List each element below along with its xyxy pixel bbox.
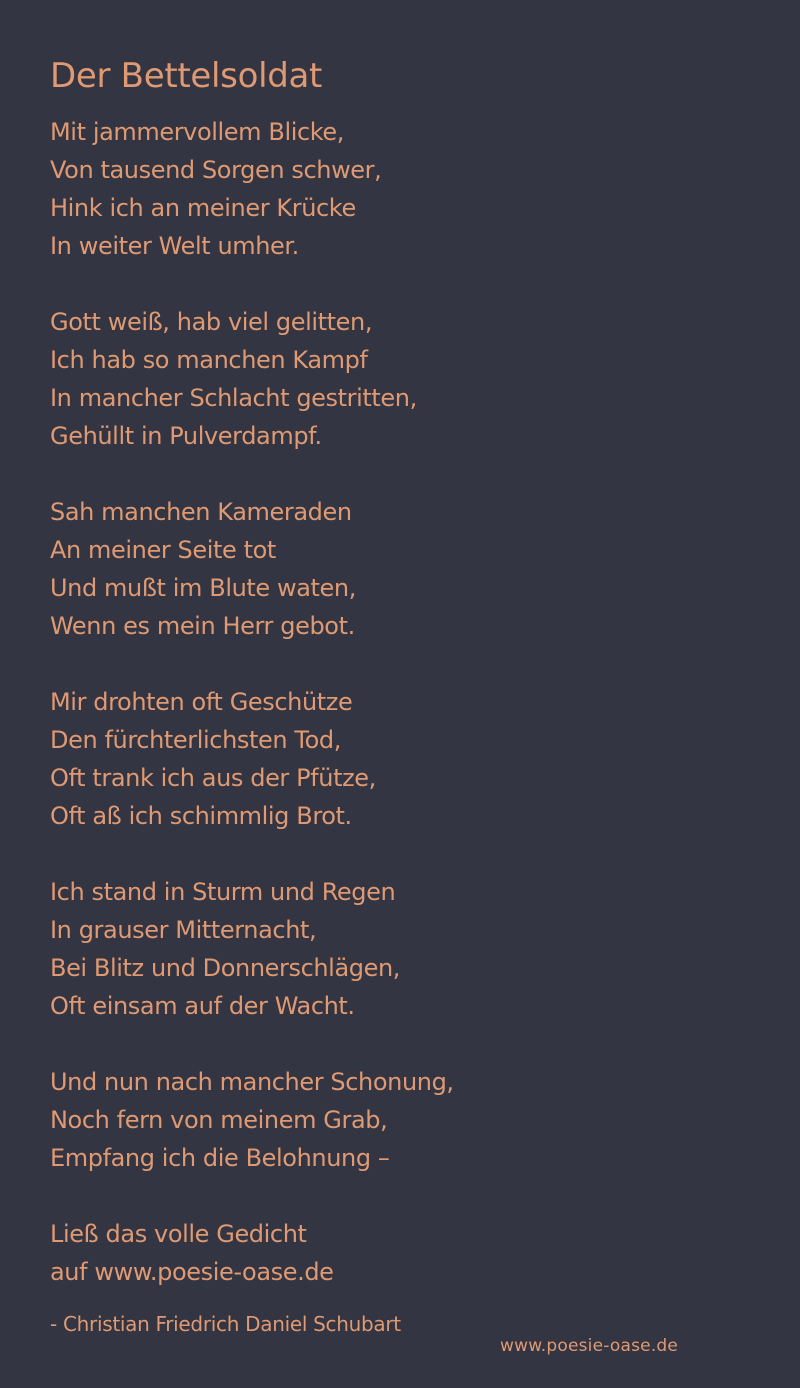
poem-line: In grauser Mitternacht, xyxy=(50,916,317,944)
stanza-3 xyxy=(50,493,770,645)
poem-line: Ich hab so manchen Kampf xyxy=(50,346,368,374)
poem-line: Mir drohten oft Geschütze xyxy=(50,688,353,716)
poem-line: Bei Blitz und Donnerschlägen, xyxy=(50,954,400,982)
poem-line: Und nun nach mancher Schonung, xyxy=(50,1068,454,1096)
poem-line: Sah manchen Kameraden xyxy=(50,498,352,526)
poem-author: - Christian Friedrich Daniel Schubart xyxy=(50,1312,401,1336)
poem-line: auf www.poesie-oase.de xyxy=(50,1258,334,1286)
poem-line: Empfang ich die Belohnung – xyxy=(50,1144,390,1172)
poem-body xyxy=(50,113,770,1329)
poem-line: An meiner Seite tot xyxy=(50,536,276,564)
poem-line: Ließ das volle Gedicht xyxy=(50,1220,307,1248)
poem-line: Wenn es mein Herr gebot. xyxy=(50,612,355,640)
poem-title: Der Bettelsoldat xyxy=(50,56,323,96)
poem-line: In weiter Welt umher. xyxy=(50,232,299,260)
poem-line: Hink ich an meiner Krücke xyxy=(50,194,356,222)
poem-line: In mancher Schlacht gestritten, xyxy=(50,384,417,412)
stanza-4 xyxy=(50,683,770,835)
poem-line: Ich stand in Sturm und Regen xyxy=(50,878,396,906)
stanza-6 xyxy=(50,1063,770,1177)
stanza-2 xyxy=(50,303,770,455)
stanza-read-more xyxy=(50,1215,770,1291)
poem-line: Oft einsam auf der Wacht. xyxy=(50,992,355,1020)
poem-line: Von tausend Sorgen schwer, xyxy=(50,156,382,184)
poem-line: Den fürchterlichsten Tod, xyxy=(50,726,341,754)
poem-line: Gehüllt in Pulverdampf. xyxy=(50,422,322,450)
site-watermark: www.poesie-oase.de xyxy=(500,1336,679,1356)
poem-line: Oft trank ich aus der Pfütze, xyxy=(50,764,376,792)
stanza-5 xyxy=(50,873,770,1025)
poem-line: Oft aß ich schimmlig Brot. xyxy=(50,802,352,830)
poem-line: Mit jammervollem Blicke, xyxy=(50,118,345,146)
poem-line: Noch fern von meinem Grab, xyxy=(50,1106,388,1134)
stanza-1 xyxy=(50,113,770,265)
poem-line: Und mußt im Blute waten, xyxy=(50,574,356,602)
poem-line: Gott weiß, hab viel gelitten, xyxy=(50,308,373,336)
